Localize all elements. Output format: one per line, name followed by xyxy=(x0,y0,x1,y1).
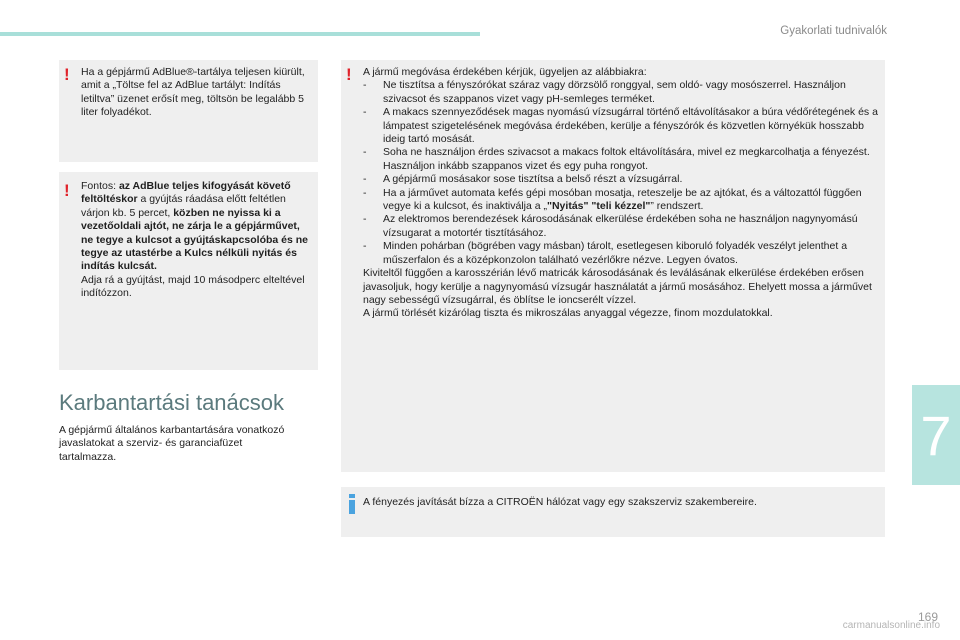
list-item: - Minden pohárban (bögrében vagy másban) tárolt, esetlegesen kiboruló folyadék veszélyt jelenthet a műszerfalon és a középkonzolon található vezérlőkre nézve. Legyen óvatos. xyxy=(363,240,879,267)
section-text: A gépjármű általános karbantartására vonatkozó javaslatokat a szerviz- és garanciafüzet tartalmazza. xyxy=(59,424,285,463)
info-icon xyxy=(348,494,356,514)
warning-exclamation-icon: ! xyxy=(64,65,70,84)
list-item: - A gépjármű mosásakor sose tisztítsa a belső részt a vízsugárral. xyxy=(363,173,879,186)
page-header-title: Gyakorlati tudnivalók xyxy=(780,25,887,37)
care-list xyxy=(363,79,879,267)
bold-fragment: közben ne nyissa ki a vezetőoldali ajtót, ne zárja le a gépjárművet, ne tegye a kulcsot a gyújtáskapcsolóba és ne tegye az utastérbe a Kulcs nélküli nyitás és indítás kulcsát. xyxy=(81,206,309,273)
info-box-paint-repair xyxy=(341,487,885,537)
text-fragment: ” rendszert. xyxy=(650,200,704,213)
list-item: - Soha ne használjon érdes szivacsot a makacs foltok eltávolítására, mivel ez megkarcolhatja a fényezést. Használjon inkább szappanos vizet és egy puha rongyot. xyxy=(363,146,879,173)
list-item xyxy=(363,187,879,214)
watermark: carmanualsonline.info xyxy=(842,620,940,631)
warning-text-adblue-empty: Ha a gépjármű AdBlue®-tartálya teljesen kiürült, amit a „Töltse fel az AdBlue tartályt: Indítás letiltva” üzenet erősít meg, töltsön be legalább 5 liter folyadékot. xyxy=(81,66,305,119)
text-fragment: Fontos: xyxy=(81,180,119,192)
section-title: Karbantartási tanácsok xyxy=(59,390,285,415)
info-text-paint-repair: A fényezés javítását bízza a CITROËN hálózat vagy egy szakszerviz szakembereire. xyxy=(363,496,757,508)
chapter-tab xyxy=(912,385,960,485)
header-accent-bar xyxy=(0,32,480,36)
text-fragment: a gyújtás ráadása előtt feltétlen várjon kb. 5 percet, xyxy=(81,193,286,219)
warning-text-adblue-refill xyxy=(81,180,313,301)
bold-fragment: az AdBlue teljes kifogyását követő feltöltéskor xyxy=(81,180,291,206)
bold-fragment: "Nyitás" "teli kézzel" xyxy=(547,200,651,213)
list-item: - Az elektromos berendezések károsodásának elkerülése érdekében soha ne használjon nagynyomású vízsugarat a motortér tisztításához. xyxy=(363,213,879,240)
text-fragment: Ha a járművet automata kefés gépi mosóban mosatja, reteszelje be az ajtókat, és a változattól függően vegye ki a kulcsot, és inaktiválja a „ xyxy=(383,186,862,213)
paragraph: Kiviteltől függően a karosszérián lévő matricák károsodásának és leválásának elkerülése érdekében erősen javasoljuk, hogy kerülje a nagynyomású vízsugár használatát a jármű mosásához. Ehelyett mossa a járművet nagy sebességű vízsugárral, és öblítse le ioncserélt vízzel. xyxy=(363,267,872,306)
chapter-number: 7 xyxy=(920,404,952,467)
warning-exclamation-icon: ! xyxy=(346,65,352,84)
list-item: - Ne tisztítsa a fényszórókat száraz vagy dörzsölő ronggyal, sem oldó- vagy mosószerrel. Használjon szivacsot és szappanos vizet vagy pH-semleges terméket. xyxy=(363,79,879,106)
page-number: 169 xyxy=(917,610,938,624)
warning-exclamation-icon: ! xyxy=(64,181,70,200)
text-fragment: Adja rá a gyújtást, majd 10 másodperc elteltével indítózzon. xyxy=(81,273,305,300)
warning-intro: A jármű megóvása érdekében kérjük, ügyeljen az alábbiakra: xyxy=(363,66,647,78)
list-item: - A makacs szennyeződések magas nyomású vízsugárral történő eltávolításakor a búra védőrétegének és a lámpatest szigetelésének megóvása érdekében, kerülje a fényszórók és közvetlen környékük hosszabb ideig tartó mosását. xyxy=(363,106,879,146)
warning-text-vehicle-care xyxy=(363,66,879,321)
paragraph: A jármű törlését kizárólag tiszta és mikroszálas anyaggal végezze, finom mozdulatokkal. xyxy=(363,307,773,320)
